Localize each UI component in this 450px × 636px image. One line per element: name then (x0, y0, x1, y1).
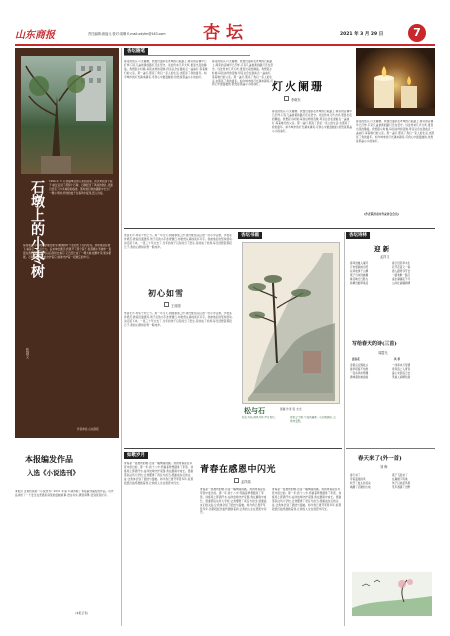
poem-block (346, 232, 435, 622)
mid-column-title: 初心如雪 (148, 288, 184, 298)
poem-line: 花开花落又一春 (392, 266, 411, 269)
masthead (0, 0, 450, 46)
poem-line: 最早报春不怕寒 (350, 368, 369, 371)
poem2-sub-b: 风 筝 (394, 358, 401, 361)
feature-photo (21, 56, 113, 174)
poem-line: 一夜东风吹梦醒 (350, 372, 369, 375)
masthead-rule (15, 44, 435, 46)
issue-date: 2021 年 3 月 29 日 (340, 32, 384, 37)
poem3-col-a (350, 474, 390, 490)
poem-line: 童心未泯追云去 (392, 372, 411, 375)
notice-byline: (本报记者) (75, 612, 88, 615)
section-label-suibi: 杏坛随笔 (124, 48, 148, 55)
poem1-col-b (392, 262, 434, 286)
left-notice (15, 446, 119, 626)
painting-image (242, 242, 340, 404)
poem-line: 一路欢歌一路行 (392, 274, 411, 277)
poem3-title: 春天来了(外一首) (358, 456, 402, 462)
section-label-shuhua: 杏坛书画 (238, 232, 262, 239)
notice-subtitle: 入选《小说选刊》 (27, 469, 79, 477)
painting-poem-left: 松石为邻,清风为伴,岁月悠长。 (242, 416, 278, 419)
poem-line: 孩子们放起风筝 (392, 482, 411, 485)
feature-intro: 1994 年 3 月,我随单位的人来到这里。初次来到这个院子,就注意到了那两个石墩。石墩经历了风雨的洗礼,表面已经有了许多斑驳的痕迹。那时候石墩的缝隙中长出了一棵小枣树,纤细的枝干在春风中摇曳,惹人怜爱。 (49, 180, 113, 195)
poem-line: 金黄点点缀枝头 (350, 364, 369, 367)
poem1-title: 迎 新 (374, 245, 390, 253)
spring-illustration (352, 572, 432, 616)
poem2-title: 写给春天的诗(三首) (352, 341, 397, 347)
painting-poem-right: 苍松立于崖,不畏风霜寒。心若如磐石,云卷亦安然。 (290, 416, 336, 423)
candle-photo (356, 48, 435, 116)
top-column-rule (124, 55, 250, 56)
page-number-badge (408, 24, 426, 42)
poem-line: 春风送暖入屠苏 (350, 262, 369, 265)
bottom-article-title: 青春在感恩中闪光 (200, 465, 277, 475)
feature-footer: 作者单位:山东商报 (77, 428, 99, 431)
feature-author: 张国文 (25, 348, 29, 359)
left-feature (15, 48, 119, 438)
editor-line: 责任编辑:唐福元 校对:周珊 E-mail:xdyfm@163.com (88, 32, 166, 36)
section-name: 杏坛 (203, 23, 249, 43)
poem-line: 乘风直上入青冥 (392, 368, 411, 371)
poem2-author: 周霞光 (378, 351, 388, 355)
poem-line: 在屋檐下筑巢 (392, 478, 408, 481)
poem-line: 满城春色映窗前 (350, 376, 369, 379)
poem-line: 燕子飞回来了 (392, 474, 408, 477)
mid-column-intro: 雪落无声,却有千钧之力。那一年冬天,我刚参加工作,被分配到山区的一所小学任教。学校条件艰苦,教室四面透风,孩子们的小手冻得通红,却依然认真地读书写字。我被他们的坚持感动,决定留下来。一晃三十年过去了,当年的孩子们有的当了医生,有的成了老师,每当回想起那段日子,我的心便如初雪一般纯净。 (124, 234, 233, 249)
painting-caption: 国画 作者:张 志龙 (280, 408, 302, 411)
bottom-article-col3: 青春是一首激昂的歌,也是一幅绚丽的画。我的青春是在军营中度过的。那一年,我十八岁,怀揣着梦想踏进了军营。训练场上挥洒汗水,站岗放哨守护家园,我在磨砺中成长。感谢部队这所大学校,让我懂得了责任与担当;感谢战友们的关爱,让我体会到了团结与温暖。如今我已离开军营多年,但那段经历始终激励着我,让我的人生在感恩中闪光。 (272, 488, 342, 511)
tree-photo-illustration (21, 56, 113, 174)
poem2-col-a (350, 364, 390, 380)
poem-line: 吹开了枝头的花朵 (350, 482, 371, 485)
top-column-body-mid: 春夜的街头,灯火阑珊。我独自漫步在老城的石板路上,两旁的店铺早已打烊,只有几盏昏黄的路灯还在坚守。远处传来几声犬吠,更显出夜的静谧。我想起小时候,每到这样的夜晚,母亲总会在窗前点一盏油灯,等着晚归的父亲。那一盏灯,照亮了我们一家人的生活,也照亮了我的童年。如今城市的灯光越来越亮,可我心中最温暖的,依然是那盏小小的油灯。 (272, 110, 352, 133)
bottom-article-author: 孟祥瑞 (234, 478, 251, 484)
bottom-article-col2: 青春是一首激昂的歌,也是一幅绚丽的画。我的青春是在军营中度过的。那一年,我十八岁,怀揣着梦想踏进了军营。训练场上挥洒汗水,站岗放哨守护家园,我在磨砺中成长。感谢部队这所大学校,让我懂得了责任与担当;感谢战友们的关爱,让我体会到了团结与温暖。如今我已离开军营多年,但那段经历始终激励着我,让我的人生在感恩中闪光。 (200, 488, 267, 515)
poem-line: 山河壮丽耀新晴 (392, 282, 411, 285)
poem-line: 燕子归来绕画檐 (350, 274, 369, 277)
top-column-body-left: 春夜的街头,灯火阑珊。我独自漫步在老城的石板路上,两旁的店铺早已打烊,只有几盏昏黄的路灯还在坚守。远处传来几声犬吠,更显出夜的静谧。我想起小时候,每到这样的夜晚,母亲总会在窗前点一盏油灯,等着晚归的父亲。那一盏灯,照亮了我们一家人的生活,也照亮了我的童年。如今城市的灯光越来越亮,可我心中最温暖的,依然是那盏小小的油灯。 (124, 60, 208, 79)
top-column-body-left2: 春夜的街头,灯火阑珊。我独自漫步在老城的石板路上,两旁的店铺早已打烊,只有几盏昏黄的路灯还在坚守。远处传来几声犬吠,更显出夜的静谧。我想起小时候,每到这样的夜晚,母亲总会在窗前点一盏油灯,等着晚归的父亲。那一盏灯,照亮了我们一家人的生活,也照亮了我的童年。如今城市的灯光越来越亮,可我心中最温暖的,依然是那盏小小的油灯。 (212, 60, 274, 87)
poem1-col-a (350, 262, 390, 286)
poem-line: 一线牵来万里情 (392, 364, 411, 367)
pine-rock-painting (243, 243, 339, 403)
bottom-article (124, 452, 342, 626)
poem2-sub-a: 迎春花 (352, 358, 360, 361)
top-column-author: 李晓东 (284, 96, 301, 102)
top-column-body-right: 春夜的街头,灯火阑珊。我独自漫步在老城的石板路上,两旁的店铺早已打烊,只有几盏昏黄的路灯还在坚守。远处传来几声犬吠,更显出夜的静谧。我想起小时候,每到这样的夜晚,母亲总会在窗前点一盏油灯,等着晚归的父亲。那一盏灯,照亮了我们一家人的生活,也照亮了我的童年。如今城市的灯光越来越亮,可我心中最温暖的,依然是那盏小小的油灯。 (356, 120, 435, 143)
notice-title: 本报编发作品 (25, 454, 73, 464)
painting-title: 松与石 (244, 406, 265, 415)
poem-divider (346, 448, 435, 449)
notice-body: 本报讯 近期出版的《小说选刊》2021 年第 3 期选载了本报副刊编发的作品。该作品讲述了一个发生在普通家庭里的温暖故事,语言朴实,情感真挚,受到读者好评。 (15, 490, 114, 497)
section-label-suiyue: 如歌岁月 (124, 452, 148, 459)
col-divider-right (344, 232, 345, 626)
poem-line: 唤醒了沉睡的大地 (350, 486, 371, 489)
col-divider-left (121, 48, 122, 626)
poem-line: 杨柳含烟翠欲流 (350, 282, 369, 285)
divider-2 (124, 448, 342, 449)
poem-line: 春日迟迟草木生 (392, 262, 411, 265)
poem-line: 东风吹绿千山柳 (350, 270, 369, 273)
poem-line: 游人踏青寻芳去 (392, 270, 411, 273)
poem1-author: 孟祥义 (380, 255, 390, 259)
poem-line: 笑声洒满了田野 (392, 486, 411, 489)
section-label-shilin: 杏坛诗林 (346, 232, 370, 239)
mid-column-body: 雪落无声,却有千钧之力。那一年冬天,我刚参加工作,被分配到山区的一所小学任教。学校条件艰苦,教室四面透风,孩子们的小手冻得通红,却依然认真地读书写字。我被他们的坚持感动,决定留下来。一晃三十年过去了,当年的孩子们有的当了医生,有的成了老师,每当回想起那段日子,我的心便如初雪一般纯净。 (124, 312, 233, 327)
top-column (124, 48, 435, 226)
poem-line: 春天来了 (350, 474, 361, 477)
poem-line: 万象更新换旧符 (350, 266, 369, 269)
poem3-author: 刘 梅 (380, 465, 388, 469)
poem-line: 笑看人间柳色新 (392, 376, 411, 379)
feature-body: 每到春天,小枣树就会抽出新芽,嫩绿的叶子在阳光下闪闪发亮。我常常站在树下,看着它一点点长大。后来单位搬迁,我离开了那个院子,但那棵小枣树却一直留在我的心里。多年以后我回去看它,它已经长成了一棵大树,枝繁叶茂,果实累累。石墩依然静静地守护着它,就像守护着一段难忘的岁月。 (23, 244, 112, 259)
spring-landscape-illustration (352, 572, 432, 616)
mid-column-author: 王成刚 (164, 302, 181, 308)
poem2-col-b (392, 364, 434, 380)
mid-column (124, 232, 234, 444)
top-column-title: 灯火阑珊 (272, 80, 324, 93)
candle-illustration (356, 48, 435, 116)
feature-title: 石墩上的小枣树 (29, 180, 45, 278)
poem-line: 带着温柔的风 (350, 478, 366, 481)
divider-1 (124, 228, 435, 229)
newspaper-logo: 山东商报 (15, 30, 55, 41)
top-column-credit: (作者系济南市作家协会会员) (364, 213, 399, 216)
page-number: 7 (413, 26, 421, 39)
poem3-col-b (392, 474, 434, 490)
poem-line: 溪水潺潺流不尽 (392, 278, 411, 281)
painting-block (238, 232, 342, 444)
poem-line: 桃花映日红胜火 (350, 278, 369, 281)
bottom-article-col1: 青春是一首激昂的歌,也是一幅绚丽的画。我的青春是在军营中度过的。那一年,我十八岁,怀揣着梦想踏进了军营。训练场上挥洒汗水,站岗放哨守护家园,我在磨砺中成长。感谢部队这所大学校,让我懂得了责任与担当;感谢战友们的关爱,让我体会到了团结与温暖。如今我已离开军营多年,但那段经历始终激励着我,让我的人生在感恩中闪光。 (124, 462, 194, 485)
